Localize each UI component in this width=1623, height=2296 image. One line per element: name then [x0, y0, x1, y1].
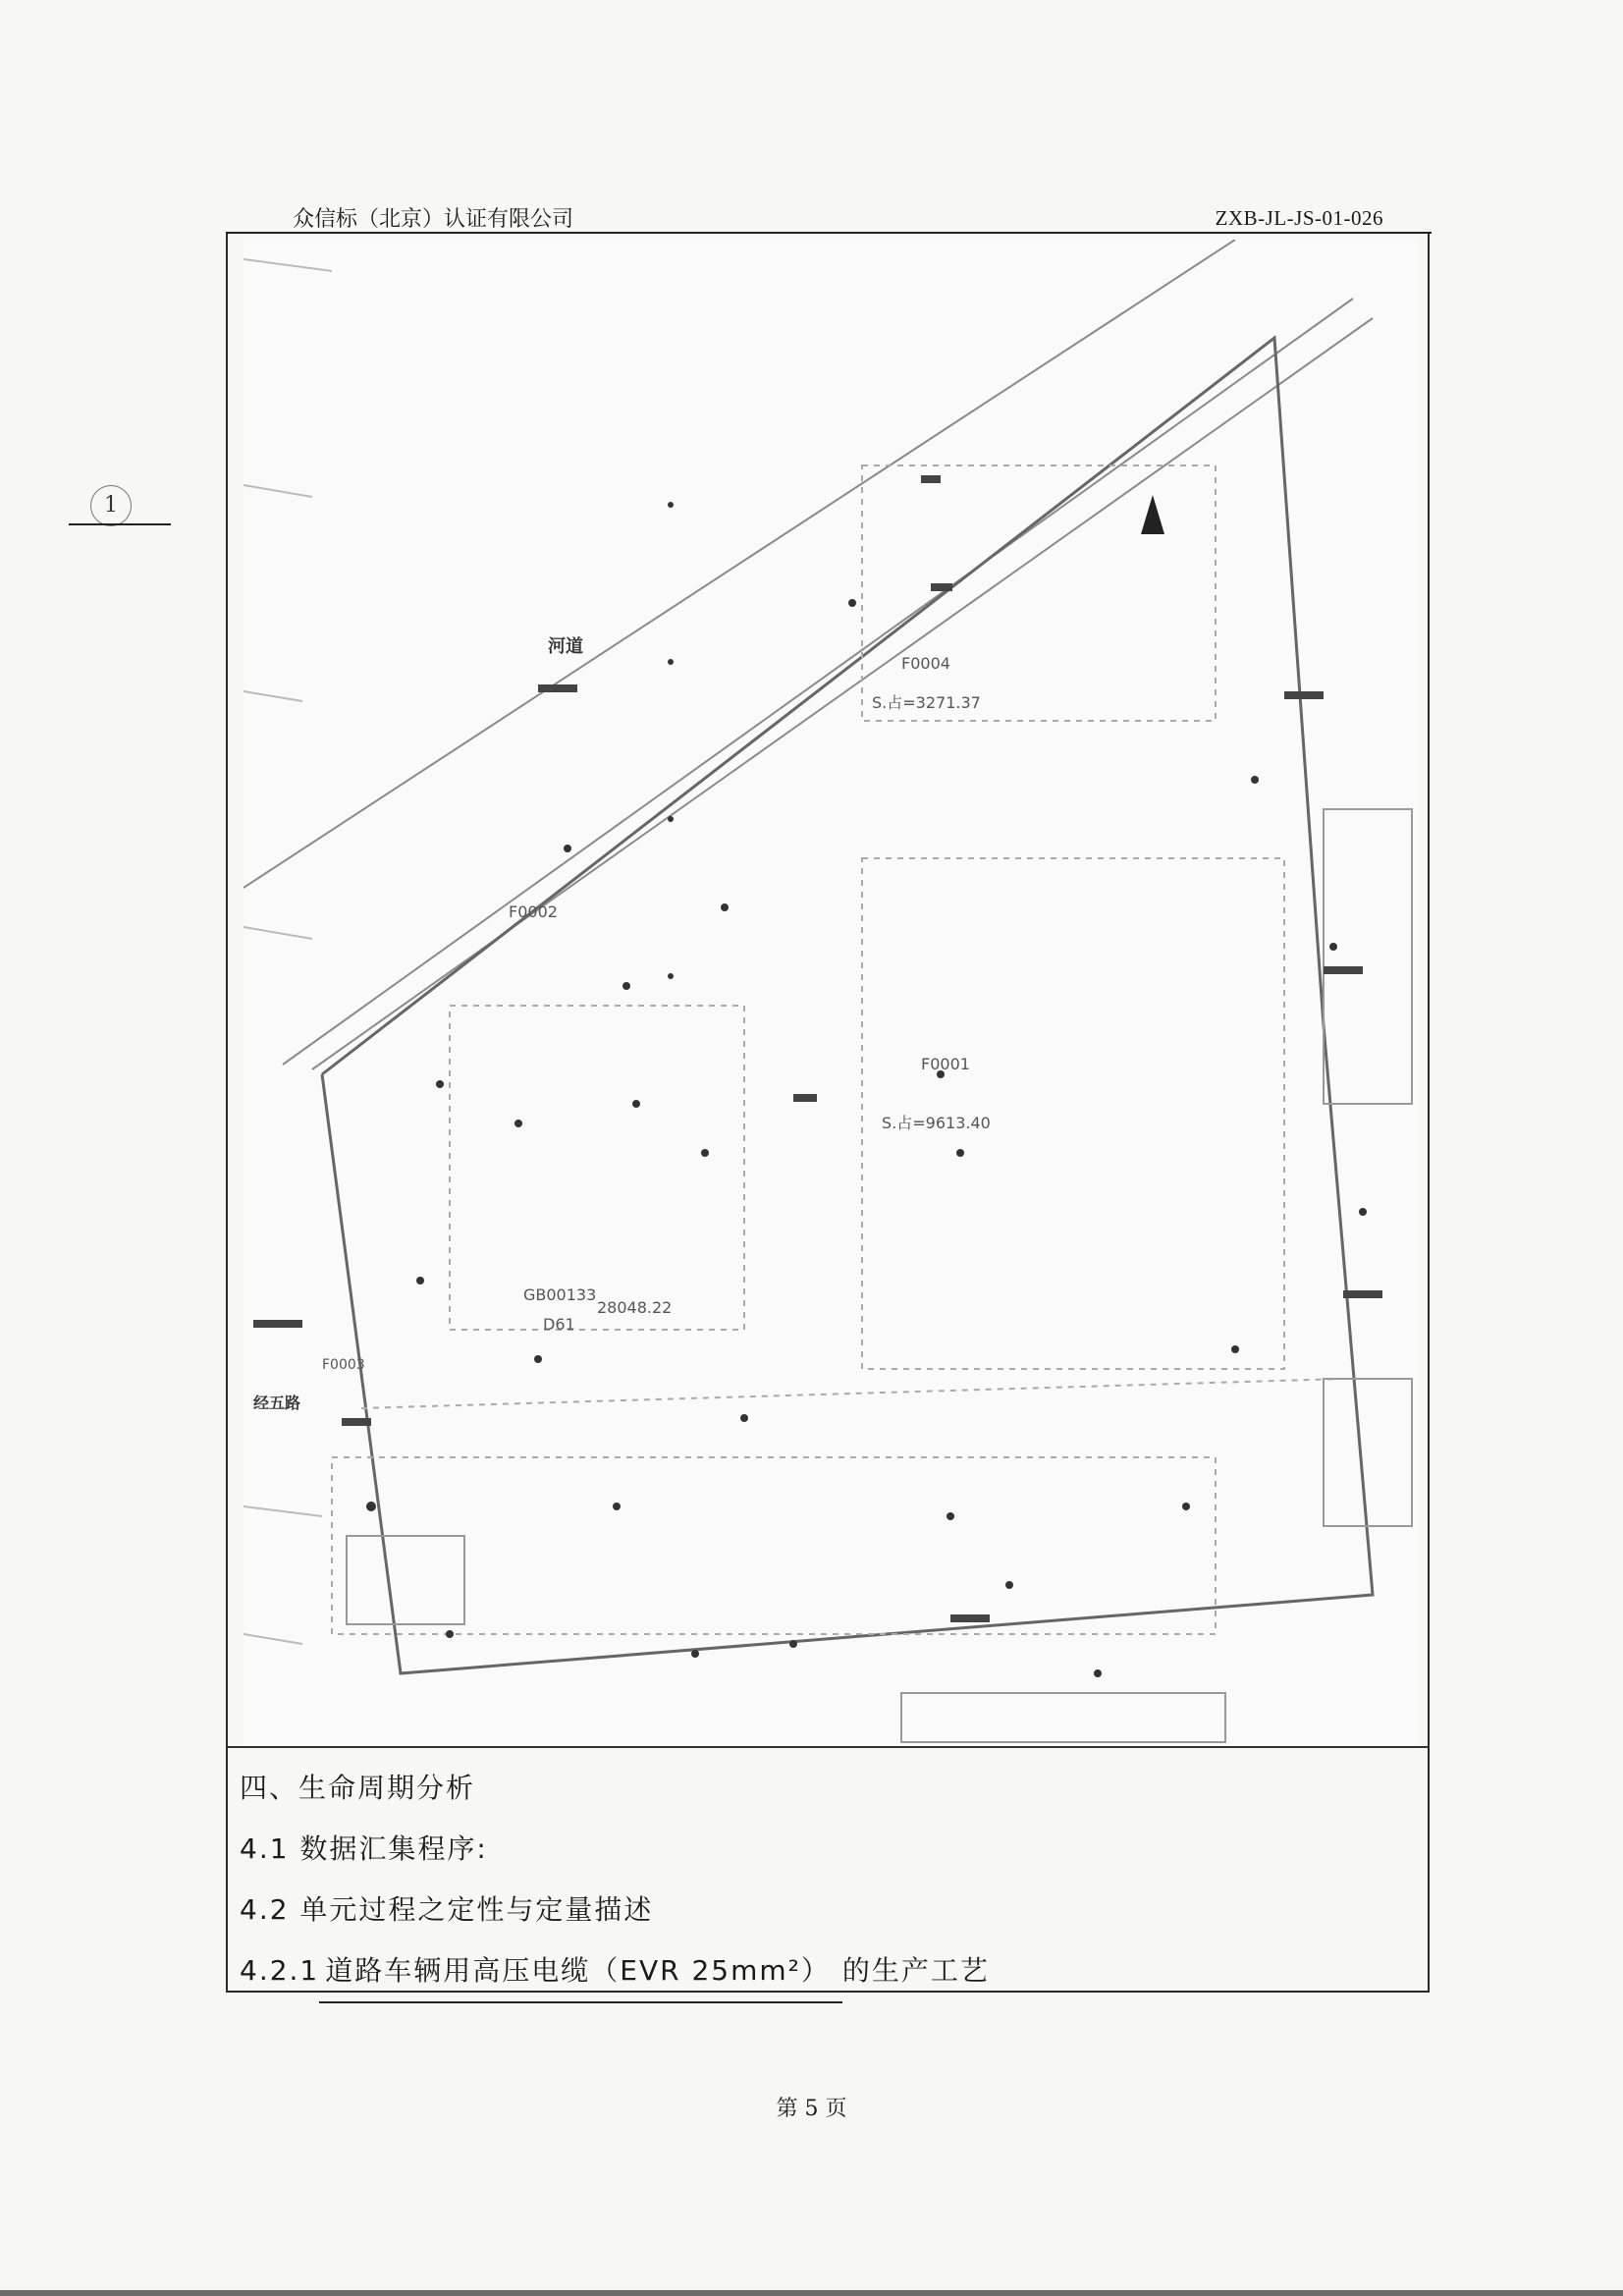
item-4-2-1: [240, 1941, 1418, 2003]
label-parcel-main: GB00133: [523, 1285, 597, 1304]
item-4-2-1-suffix: 的生产工艺: [841, 1954, 990, 1987]
label-parcel-f0004: F0004: [901, 654, 950, 673]
item-4-1: 4.1 数据汇集程序:: [240, 1832, 488, 1865]
label-parcel-f0001: F0001: [921, 1055, 970, 1073]
survey-points: [366, 502, 1367, 1677]
label-parcel-f0002: F0002: [509, 902, 558, 921]
point-labels: [253, 475, 1382, 1622]
edge-ticks: [243, 259, 332, 1644]
river-lines: [243, 240, 1373, 1069]
map-separator: [228, 1746, 1428, 1748]
page-number: 第 5 页: [776, 2097, 847, 2121]
north-arrow-icon: [1141, 495, 1164, 534]
item-4-2: 4.2 单元过程之定性与定量描述: [240, 1893, 654, 1926]
site-plan-drawing: [243, 240, 1418, 1746]
label-road: 经五路: [253, 1394, 301, 1412]
building-outlines: [347, 809, 1412, 1742]
label-parcel-f0003: F0003: [322, 1357, 365, 1373]
label-area-f0001: S.占=9613.40: [882, 1114, 991, 1132]
section-heading: 四、生命周期分析: [240, 1772, 476, 1804]
lifecycle-section: [240, 1758, 1418, 2003]
margin-line: [69, 523, 171, 525]
label-area-f0004: S.占=3271.37: [872, 693, 981, 712]
content-frame: [226, 234, 1430, 1993]
label-parcel-main-area: 28048.22: [597, 1298, 673, 1317]
document-code: ZXB-JL-JS-01-026: [1215, 206, 1383, 230]
label-river: 河道: [548, 636, 583, 657]
item-4-2-1-title: 道路车辆用高压电缆（EVR 25mm²）: [319, 1941, 842, 2003]
site-plan-map: [243, 240, 1418, 1746]
label-parcel-main-sub: D61: [543, 1315, 575, 1334]
item-4-2-1-number: 4.2.1: [240, 1954, 320, 1987]
company-name: 众信标（北京）认证有限公司: [293, 207, 574, 232]
page-edge: [0, 2290, 1623, 2296]
margin-stamp: 1: [90, 485, 132, 526]
parcel-outlines: [332, 465, 1343, 1634]
